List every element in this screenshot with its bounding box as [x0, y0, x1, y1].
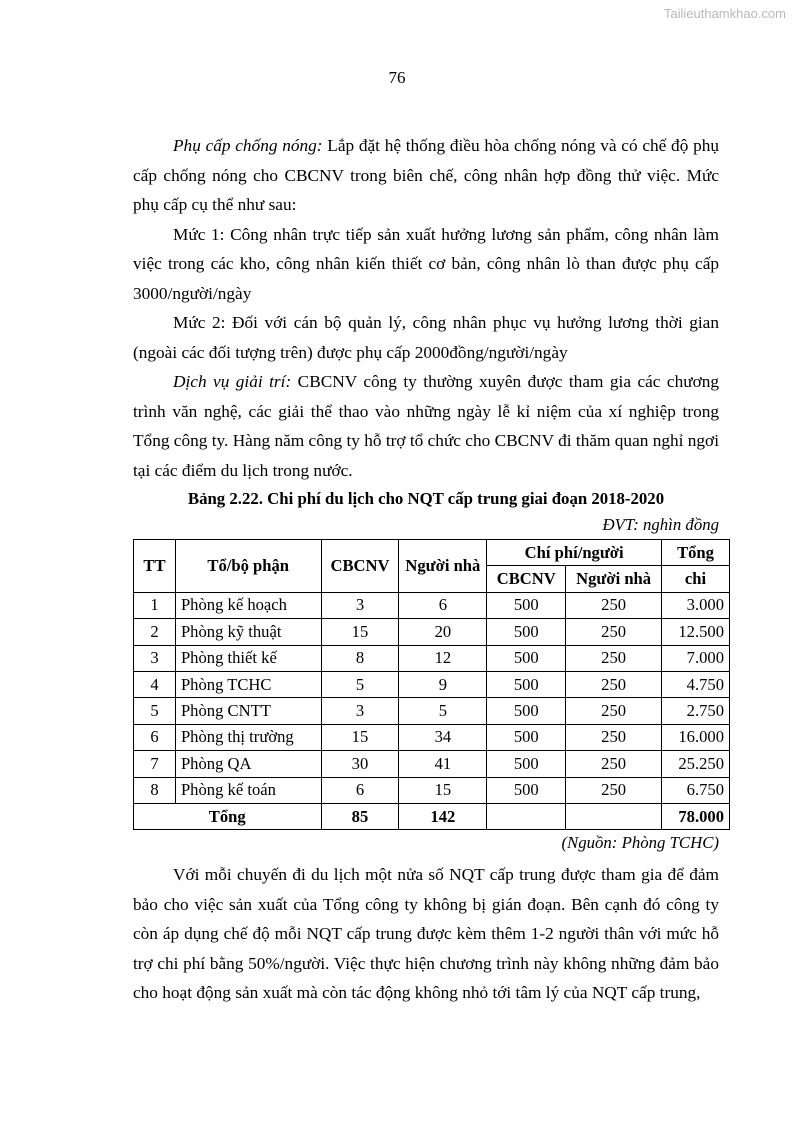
table-total-row	[134, 803, 730, 829]
table-row	[134, 777, 730, 803]
cell-cost-family: 250	[566, 592, 662, 618]
cell-cbcnv: 3	[321, 592, 399, 618]
cell-tt: 6	[134, 724, 176, 750]
cell-total: 16.000	[662, 724, 730, 750]
cell-cbcnv: 15	[321, 724, 399, 750]
header-tt: TT	[134, 540, 176, 593]
total-family: 142	[399, 803, 487, 829]
cell-total: 2.750	[662, 698, 730, 724]
table-row	[134, 724, 730, 750]
table-row	[134, 751, 730, 777]
cell-family: 6	[399, 592, 487, 618]
page-content	[133, 131, 724, 1008]
paragraph-text: Mức 2: Đối với cán bộ quản lý, công nhân phục vụ hưởng lương thời gian (ngoài các đối tượng trên) được phụ cấp 2000đồng/người/ngày	[133, 313, 719, 362]
table-row	[134, 645, 730, 671]
cell-cost-family: 250	[566, 619, 662, 645]
paragraph-lead: Phụ cấp chống nóng:	[173, 136, 323, 155]
cell-cbcnv: 3	[321, 698, 399, 724]
cell-cost-cbcnv: 500	[487, 592, 566, 618]
cell-tt: 1	[134, 592, 176, 618]
cell-total: 25.250	[662, 751, 730, 777]
total-label: Tổng	[134, 803, 322, 829]
travel-cost-table	[133, 539, 730, 830]
table-header-row	[134, 540, 730, 566]
header-cost-family: Người nhà	[566, 566, 662, 592]
cell-family: 5	[399, 698, 487, 724]
paragraph-entertainment	[133, 367, 719, 485]
paragraph-text: CBCNV công ty thường xuyên được tham gia các chương trình văn nghệ, các giải thể thao vào những ngày lễ kỉ niệm của xí nghiệp trong Tổng công ty. Hàng năm công ty hỗ trợ tổ chức cho CBCNV đi thăm quan nghỉ ngơi tại các điểm du lịch trong nước.	[133, 372, 719, 480]
table-caption: Bảng 2.22. Chi phí du lịch cho NQT cấp trung giai đoạn 2018-2020	[187, 489, 665, 508]
paragraph-text: Mức 1: Công nhân trực tiếp sản xuất hưởng lương sản phẩm, công nhân làm việc trong các kho, công nhân kiến thiết cơ bản, công nhân lò than được phụ cấp 3000/người/ngày	[133, 224, 719, 303]
header-total-1: Tổng	[662, 540, 730, 566]
cell-cost-cbcnv: 500	[487, 724, 566, 750]
header-cost-group: Chí phí/người	[487, 540, 662, 566]
cell-cbcnv: 5	[321, 671, 399, 697]
cell-dept: Phòng thiết kế	[175, 645, 321, 671]
cell-tt: 7	[134, 751, 176, 777]
cell-family: 41	[399, 751, 487, 777]
paragraph-text: Lắp đặt hệ thống điều hòa chống nóng và có chế độ phụ cấp chống nóng cho CBCNV trong biên chế, công nhân hợp đồng thử việc. Mức phụ cấp cụ thể như sau:	[133, 136, 719, 214]
cell-dept: Phòng kỹ thuật	[175, 619, 321, 645]
cell-cost-cbcnv: 500	[487, 619, 566, 645]
cell-family: 34	[399, 724, 487, 750]
cell-dept: Phòng thị trường	[175, 724, 321, 750]
cell-tt: 5	[134, 698, 176, 724]
total-empty-cell	[566, 803, 662, 829]
cell-cbcnv: 6	[321, 777, 399, 803]
total-value: 78.000	[662, 803, 730, 829]
paragraph-level-1	[133, 220, 719, 309]
header-family: Người nhà	[399, 540, 487, 593]
cell-total: 4.750	[662, 671, 730, 697]
cell-cbcnv: 30	[321, 751, 399, 777]
table-source: (Nguồn: Phòng TCHC)	[561, 833, 719, 853]
cell-dept: Phòng QA	[175, 751, 321, 777]
cell-cost-family: 250	[566, 724, 662, 750]
paragraph-level-2	[133, 308, 719, 367]
table-row	[134, 671, 730, 697]
paragraph-lead: Dịch vụ giải trí:	[173, 372, 292, 391]
cell-cost-family: 250	[566, 777, 662, 803]
table-row	[134, 592, 730, 618]
table-row	[134, 619, 730, 645]
cell-family: 12	[399, 645, 487, 671]
page-number: 76	[388, 68, 406, 87]
cell-family: 15	[399, 777, 487, 803]
cell-tt: 3	[134, 645, 176, 671]
cell-total: 6.750	[662, 777, 730, 803]
cell-dept: Phòng CNTT	[175, 698, 321, 724]
cell-dept: Phòng kế toán	[175, 777, 321, 803]
cell-cbcnv: 8	[321, 645, 399, 671]
header-dept: Tổ/bộ phận	[175, 540, 321, 593]
cell-tt: 4	[134, 671, 176, 697]
cell-cost-family: 250	[566, 671, 662, 697]
cell-cost-cbcnv: 500	[487, 698, 566, 724]
cell-dept: Phòng TCHC	[175, 671, 321, 697]
cell-cost-family: 250	[566, 751, 662, 777]
paragraph-heat-allowance	[133, 131, 719, 220]
cell-cost-cbcnv: 500	[487, 671, 566, 697]
cell-cost-family: 250	[566, 698, 662, 724]
cell-cost-cbcnv: 500	[487, 751, 566, 777]
cell-cost-family: 250	[566, 645, 662, 671]
cell-family: 20	[399, 619, 487, 645]
cell-total: 3.000	[662, 592, 730, 618]
cell-dept: Phòng kế hoạch	[175, 592, 321, 618]
total-empty-cell	[487, 803, 566, 829]
header-cbcnv: CBCNV	[321, 540, 399, 593]
cell-total: 12.500	[662, 619, 730, 645]
cell-cbcnv: 15	[321, 619, 399, 645]
cell-cost-cbcnv: 500	[487, 777, 566, 803]
paragraph-after-table: Với mỗi chuyến đi du lịch một nửa số NQT cấp trung được tham gia để đảm bảo cho việc sản xuất của Tổng công ty không bị gián đoạn. Bên cạnh đó công ty còn áp dụng chế độ mỗi NQT cấp trung được kèm thêm 1-2 người thân với mức hỗ trợ chi phí bằng 50%/người. Việc thực hiện chương trình này không những đảm bảo cho hoạt động sản xuất mà còn tác động không nhỏ tới tâm lý của NQT cấp trung,	[133, 865, 719, 1003]
watermark: Tailieuthamkhao.com	[663, 6, 786, 21]
table-row	[134, 698, 730, 724]
cell-total: 7.000	[662, 645, 730, 671]
total-cbcnv: 85	[321, 803, 399, 829]
header-total-2: chi	[662, 566, 730, 592]
table-unit: ĐVT: nghìn đồng	[602, 515, 719, 534]
cell-family: 9	[399, 671, 487, 697]
cell-tt: 2	[134, 619, 176, 645]
cell-cost-cbcnv: 500	[487, 645, 566, 671]
cell-tt: 8	[134, 777, 176, 803]
header-cost-cbcnv: CBCNV	[487, 566, 566, 592]
